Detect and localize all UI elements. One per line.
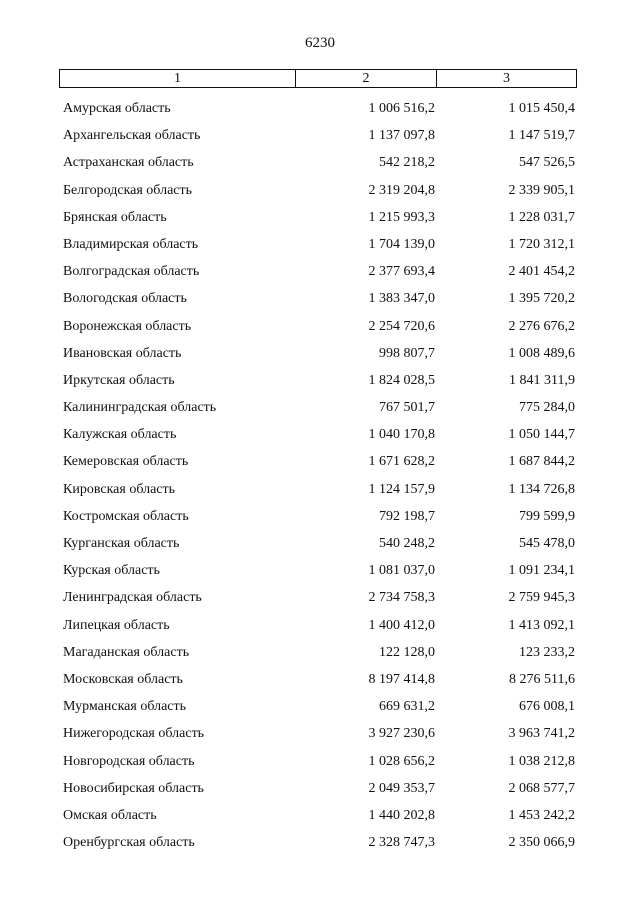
table-row [0,507,640,534]
table-row [0,616,640,643]
region-name: Московская область [63,671,183,687]
region-name: Кировская область [63,481,176,497]
value-column-3: 1 008 489,6 [508,345,575,361]
page-number: 6230 [305,35,335,51]
value-column-2: 3 927 230,6 [368,726,435,742]
region-name: Брянская область [63,209,167,225]
value-column-3: 1 147 519,7 [508,128,575,144]
region-name: Курская область [63,563,160,579]
header-cell-2: 2 [296,70,437,87]
value-column-2: 1 028 656,2 [368,753,435,769]
value-column-3: 2 759 945,3 [508,590,575,606]
table-row [0,752,640,779]
table-row [0,181,640,208]
header-cell-1: 1 [60,70,296,87]
value-column-2: 540 248,2 [379,536,435,551]
region-name: Кемеровская область [63,454,189,470]
value-column-3: 2 401 454,2 [508,264,575,280]
value-column-2: 1 215 993,3 [368,209,435,225]
value-column-2: 1 006 516,2 [368,101,435,116]
value-column-2: 1 704 139,0 [368,236,435,252]
region-name: Белгородская область [63,182,193,198]
region-name: Калининградская область [63,400,217,416]
table-row [0,833,640,860]
value-column-3: 1 413 092,1 [508,617,575,633]
table-row [0,153,640,180]
value-column-2: 2 254 720,6 [368,318,435,334]
table-row [0,289,640,316]
region-name: Астраханская область [63,155,194,171]
table-row [0,452,640,479]
region-name: Волгоградская область [63,264,200,280]
value-column-3: 2 068 577,7 [508,780,575,796]
value-column-3: 1 134 726,8 [508,481,575,497]
value-column-2: 2 377 693,4 [368,264,435,280]
region-name: Вологодская область [63,291,187,307]
table-row [0,697,640,724]
value-column-3: 2 276 676,2 [508,318,575,334]
value-column-2: 1 383 347,0 [368,291,435,307]
value-column-2: 669 631,2 [379,699,435,715]
region-name: Архангельская область [63,128,201,144]
region-name: Костромская область [63,508,189,524]
region-name: Оренбургская область [63,835,195,851]
value-column-3: 545 478,0 [519,536,575,551]
region-name: Омская область [63,807,157,823]
region-name: Амурская область [63,101,171,116]
value-column-3: 547 526,5 [519,155,575,171]
table-header [59,69,577,88]
value-column-2: 1 124 157,9 [368,481,435,497]
value-column-2: 792 198,7 [379,508,435,524]
table-row [0,235,640,262]
value-column-3: 8 276 511,6 [509,671,575,687]
value-column-2: 2 319 204,8 [368,182,435,198]
value-column-2: 542 218,2 [379,155,435,171]
table-row [0,534,640,561]
region-name: Ивановская область [63,345,182,361]
table-row [0,371,640,398]
table-row [0,99,640,126]
value-column-2: 1 440 202,8 [368,807,435,823]
value-column-3: 123 233,2 [519,644,575,660]
region-name: Новгородская область [63,753,195,769]
table-row [0,262,640,289]
table-row [0,643,640,670]
value-column-3: 676 008,1 [519,699,575,715]
table-row [0,588,640,615]
header-cell-3: 3 [503,71,510,86]
region-name: Мурманская область [63,699,187,715]
value-column-2: 2 328 747,3 [368,835,435,851]
table-row [0,398,640,425]
value-column-2: 1 824 028,5 [368,372,435,388]
region-name: Воронежская область [63,318,192,334]
value-column-3: 1 228 031,7 [508,209,575,225]
region-name: Магаданская область [63,644,190,660]
region-name: Калужская область [63,427,177,443]
value-column-3: 1 687 844,2 [508,454,575,470]
value-column-3: 1 720 312,1 [508,236,575,252]
value-column-2: 1 671 628,2 [368,454,435,470]
region-name: Новосибирская область [63,780,204,796]
table-row [0,425,640,452]
value-column-2: 1 081 037,0 [368,563,435,579]
value-column-3: 799 599,9 [519,508,575,524]
value-column-2: 1 040 170,8 [368,427,435,443]
value-column-2: 2 049 353,7 [368,780,435,796]
value-column-3: 1 050 144,7 [508,427,575,443]
table-row [0,779,640,806]
table-row [0,317,640,344]
table-row [0,561,640,588]
table-row [0,344,640,371]
value-column-3: 1 453 242,2 [508,807,575,823]
region-name: Иркутская область [63,372,175,388]
value-column-3: 1 841 311,9 [509,372,575,388]
region-name: Нижегородская область [63,726,205,742]
value-column-3: 2 350 066,9 [508,835,575,851]
value-column-2: 1 137 097,8 [368,128,435,144]
region-name: Липецкая область [63,617,170,633]
table-row [0,670,640,697]
value-column-3: 1 091 234,1 [508,563,575,579]
region-name: Ленинградская область [63,590,202,606]
value-column-2: 767 501,7 [379,400,435,416]
value-column-2: 1 400 412,0 [368,617,435,633]
value-column-2: 998 807,7 [379,345,435,361]
value-column-3: 2 339 905,1 [508,182,575,198]
value-column-3: 1 395 720,2 [508,291,575,307]
value-column-3: 775 284,0 [519,400,575,416]
region-name: Курганская область [63,536,180,551]
table-row [0,126,640,153]
table-row [0,806,640,833]
region-name: Владимирская область [63,236,199,252]
value-column-3: 1 038 212,8 [508,753,575,769]
table-row [0,480,640,507]
value-column-3: 1 015 450,4 [508,101,575,116]
table-row [0,208,640,235]
table-row [0,724,640,751]
value-column-2: 8 197 414,8 [368,671,435,687]
value-column-3: 3 963 741,2 [508,726,575,742]
value-column-2: 122 128,0 [379,644,435,660]
value-column-2: 2 734 758,3 [368,590,435,606]
table-body [0,99,640,860]
